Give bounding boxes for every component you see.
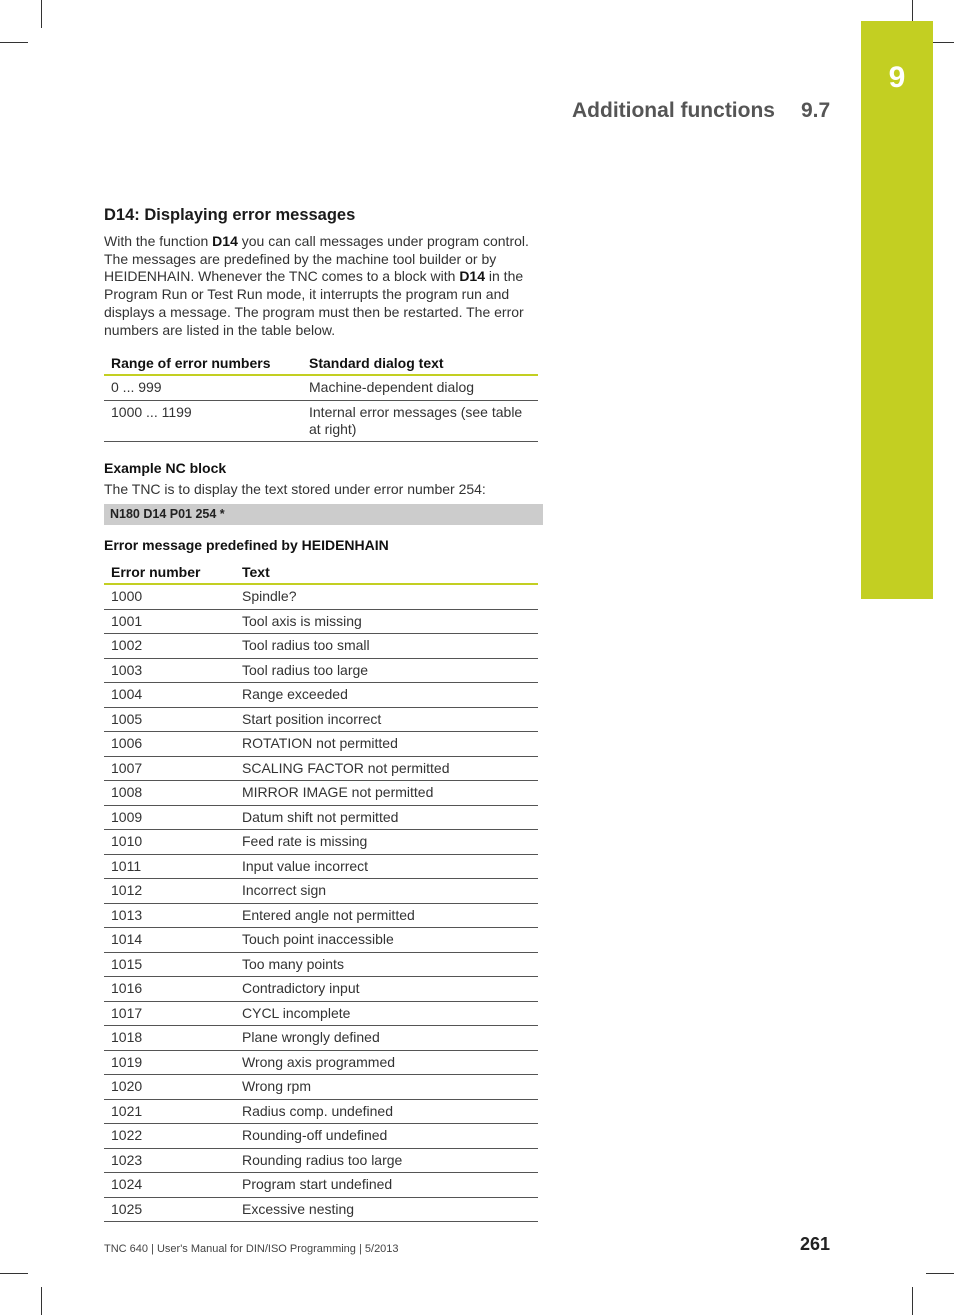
table-cell: 1012 [104,879,235,904]
table-row [104,375,538,400]
table-cell: Internal error messages (see table at right) [302,400,538,441]
table-cell: 1001 [104,609,235,634]
table-cell: Radius comp. undefined [235,1099,538,1124]
table-row [104,1001,538,1026]
example-text: The TNC is to display the text stored under error number 254: [104,480,486,497]
table-cell: 1013 [104,903,235,928]
table-cell: 1020 [104,1075,235,1100]
page-number: 261 [799,1234,830,1254]
table-cell: 1006 [104,732,235,757]
table-cell: Tool radius too small [235,634,538,659]
table-cell: 1004 [104,683,235,708]
table-cell: Contradictory input [235,977,538,1002]
table-cell: MIRROR IMAGE not permitted [235,781,538,806]
table-row [104,732,538,757]
crop-mark [0,1273,28,1274]
table-cell: Rounding radius too large [235,1148,538,1173]
table-cell: Input value incorrect [235,854,538,879]
section-title: D14: Displaying error messages [104,206,356,224]
header-section-number: 9.7 [800,99,831,122]
table-cell: 1023 [104,1148,235,1173]
table-row [104,400,538,441]
crop-mark [41,1287,42,1315]
function-code: D14 [212,233,238,249]
table-row [104,781,538,806]
table-row [104,1050,538,1075]
table-row [104,952,538,977]
table-row [104,609,538,634]
chapter-number: 9 [888,61,906,94]
nc-code-block: N180 D14 P01 254 * [104,504,543,525]
error-table-heading: Error message predefined by HEIDENHAIN [104,537,389,554]
table-cell: Start position incorrect [235,707,538,732]
table-row [104,830,538,855]
crop-mark [41,0,42,28]
table-cell: Excessive nesting [235,1197,538,1222]
table-cell: 1007 [104,756,235,781]
table-cell: CYCL incomplete [235,1001,538,1026]
crop-mark [0,42,28,43]
table-cell: 1016 [104,977,235,1002]
table-cell: 1002 [104,634,235,659]
table-cell: 1010 [104,830,235,855]
table-cell: Touch point inaccessible [235,928,538,953]
table-row [104,903,538,928]
column-header: Standard dialog text [302,350,538,375]
table-cell: 1003 [104,658,235,683]
table-cell: Tool radius too large [235,658,538,683]
crop-mark [912,1287,913,1315]
table-cell: 1024 [104,1173,235,1198]
running-header [572,98,830,124]
table-cell: Program start undefined [235,1173,538,1198]
table-cell: Feed rate is missing [235,830,538,855]
table-row [104,1075,538,1100]
table-cell: Rounding-off undefined [235,1124,538,1149]
table-cell: Datum shift not permitted [235,805,538,830]
table-row [104,584,538,609]
table-row [104,1148,538,1173]
table-cell: 1017 [104,1001,235,1026]
column-header: Range of error numbers [104,350,302,375]
table-cell: Range exceeded [235,683,538,708]
table-cell: 1021 [104,1099,235,1124]
table-cell: 1008 [104,781,235,806]
table-row [104,854,538,879]
table-cell: 1025 [104,1197,235,1222]
page-content [104,204,543,1222]
intro-text: in the Program Run or Test Run mode, it interrupts the program run and displays a message. The program must then be restarted. The error numbers are listed in the table below. [104,268,524,338]
header-title: Additional functions [572,99,775,122]
table-row [104,1197,538,1222]
table-row [104,928,538,953]
table-cell: 1019 [104,1050,235,1075]
table-row [104,756,538,781]
intro-text: With the function [104,233,213,249]
table-row [104,805,538,830]
column-header: Error number [104,559,235,584]
table-row [104,683,538,708]
table-cell: 0 ... 999 [104,375,302,400]
table-row [104,634,538,659]
chapter-tab [861,21,933,599]
table-row [104,879,538,904]
table-row [104,658,538,683]
table-cell: 1018 [104,1026,235,1051]
table-cell: 1015 [104,952,235,977]
table-cell: Wrong axis programmed [235,1050,538,1075]
table-cell: 1009 [104,805,235,830]
error-range-table [104,350,538,442]
table-row [104,707,538,732]
table-row [104,1124,538,1149]
table-row [104,1026,538,1051]
table-cell: 1005 [104,707,235,732]
error-message-table [104,559,538,1222]
table-cell: 1000 ... 1199 [104,400,302,441]
table-cell: Spindle? [235,584,538,609]
table-header-row [104,559,538,584]
function-code: D14 [459,268,485,285]
table-row [104,977,538,1002]
table-row [104,1173,538,1198]
intro-paragraph [104,233,543,339]
table-header-row [104,350,538,375]
table-cell: Machine-dependent dialog [302,375,538,400]
table-cell: 1014 [104,928,235,953]
example-heading: Example NC block [104,459,227,476]
table-cell: Too many points [235,952,538,977]
table-cell: Entered angle not permitted [235,903,538,928]
table-cell: ROTATION not permitted [235,732,538,757]
table-row [104,1099,538,1124]
table-cell: 1011 [104,854,235,879]
intro-text: you can call messages under program control. The messages are predefined by the machine tool builder or by HEIDENHAIN. Whenever the TNC comes to a block with [104,233,529,285]
table-cell: 1000 [104,584,235,609]
crop-mark [926,1273,954,1274]
table-cell: Incorrect sign [235,879,538,904]
table-cell: Plane wrongly defined [235,1026,538,1051]
table-cell: Wrong rpm [235,1075,538,1100]
footer-text: TNC 640 | User's Manual for DIN/ISO Programming | 5/2013 [104,1243,399,1255]
column-header: Text [235,559,538,584]
table-cell: 1022 [104,1124,235,1149]
table-cell: Tool axis is missing [235,609,538,634]
table-cell: SCALING FACTOR not permitted [235,756,538,781]
